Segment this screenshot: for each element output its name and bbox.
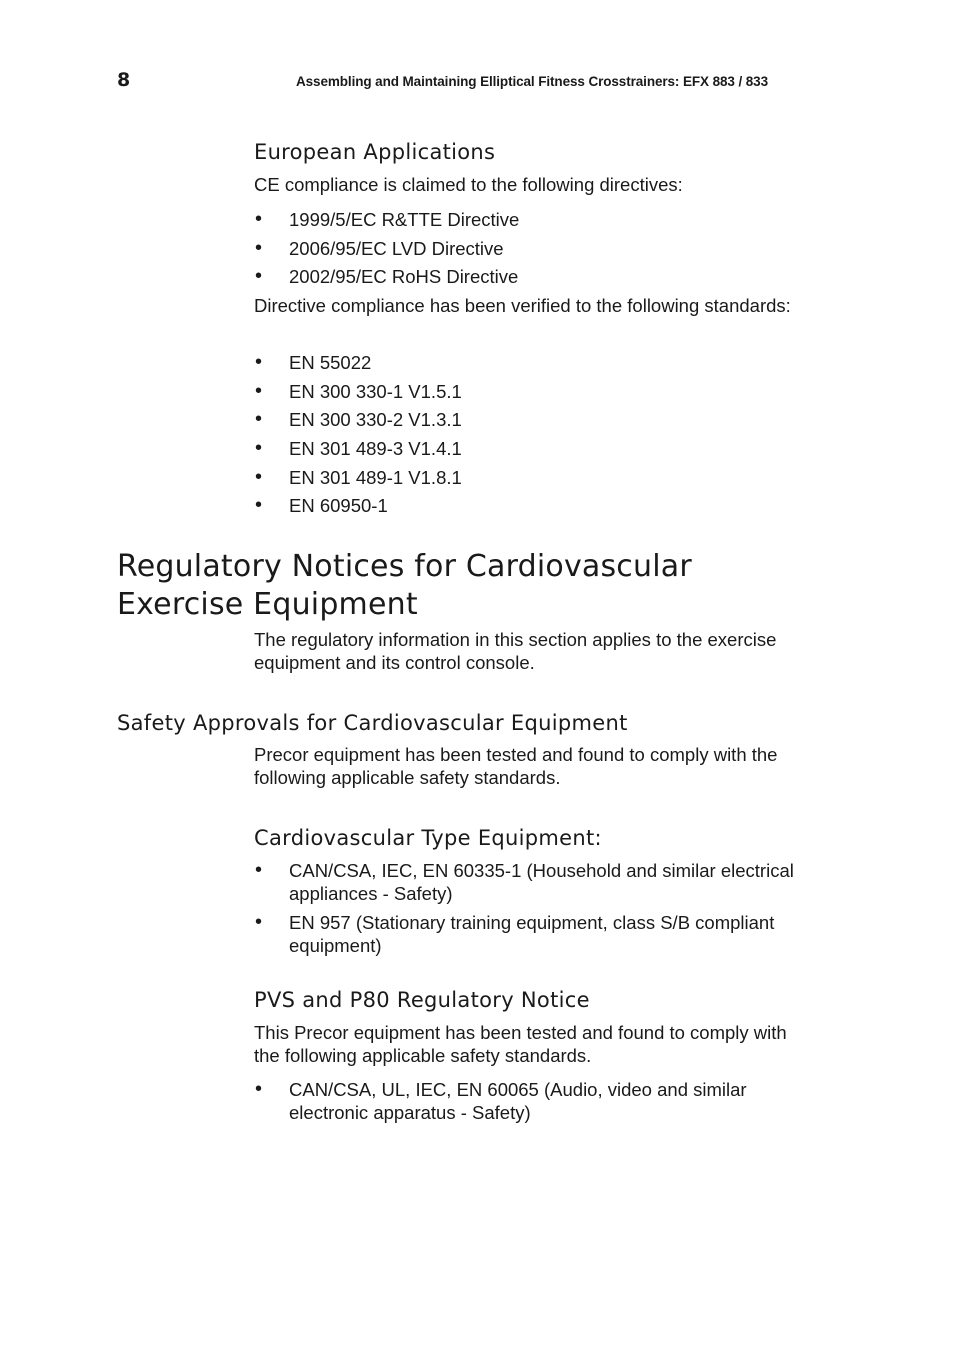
regulatory-intro: The regulatory information in this section applies to the exercise equipment and its control console. [254, 629, 777, 673]
list-item: • 2002/95/EC RoHS Directive [254, 265, 794, 294]
list-item: • EN 301 489-1 V1.8.1 [254, 466, 794, 495]
list-item: • EN 55022 [254, 351, 794, 380]
safety-approvals-heading: Safety Approvals for Cardiovascular Equipment [117, 711, 628, 735]
pvs-list [254, 1078, 794, 1130]
european-applications-heading: European Applications [254, 140, 496, 164]
list-item: • 1999/5/EC R&TTE Directive [254, 208, 794, 237]
list-item: • EN 300 330-1 V1.5.1 [254, 380, 794, 409]
regulatory-heading [117, 548, 692, 624]
european-intro: CE compliance is claimed to the following directives: [254, 174, 683, 195]
list-item: • CAN/CSA, IEC, EN 60335-1 (Household and similar electrical appliances - Safety) [254, 859, 794, 905]
list-item: • EN 301 489-3 V1.4.1 [254, 437, 794, 466]
regulatory-heading-line1: Regulatory Notices for Cardiovascular [117, 549, 692, 584]
verified-text: Directive compliance has been verified to the following standards: [254, 295, 791, 316]
cardio-type-list [254, 859, 794, 963]
list-item: • EN 300 330-2 V1.3.1 [254, 408, 794, 437]
standards-list [254, 351, 794, 523]
running-header: Assembling and Maintaining Elliptical Fitness Crosstrainers: EFX 883 / 833 [296, 74, 768, 89]
list-item: • EN 60950-1 [254, 494, 794, 523]
directives-list [254, 208, 794, 294]
list-item: • CAN/CSA, UL, IEC, EN 60065 (Audio, video and similar electronic apparatus - Safety) [254, 1078, 794, 1124]
list-item: • 2006/95/EC LVD Directive [254, 237, 794, 266]
safety-intro: Precor equipment has been tested and found to comply with the following applicable safety standards. [254, 744, 778, 788]
cardio-type-heading: Cardiovascular Type Equipment: [254, 826, 602, 850]
page-number: 8 [117, 69, 131, 91]
regulatory-heading-line2: Exercise Equipment [117, 587, 418, 622]
list-item: • EN 957 (Stationary training equipment, class S/B compliant equipment) [254, 911, 794, 957]
pvs-heading: PVS and P80 Regulatory Notice [254, 988, 590, 1012]
pvs-intro: This Precor equipment has been tested and found to comply with the following applicable safety standards. [254, 1022, 787, 1066]
